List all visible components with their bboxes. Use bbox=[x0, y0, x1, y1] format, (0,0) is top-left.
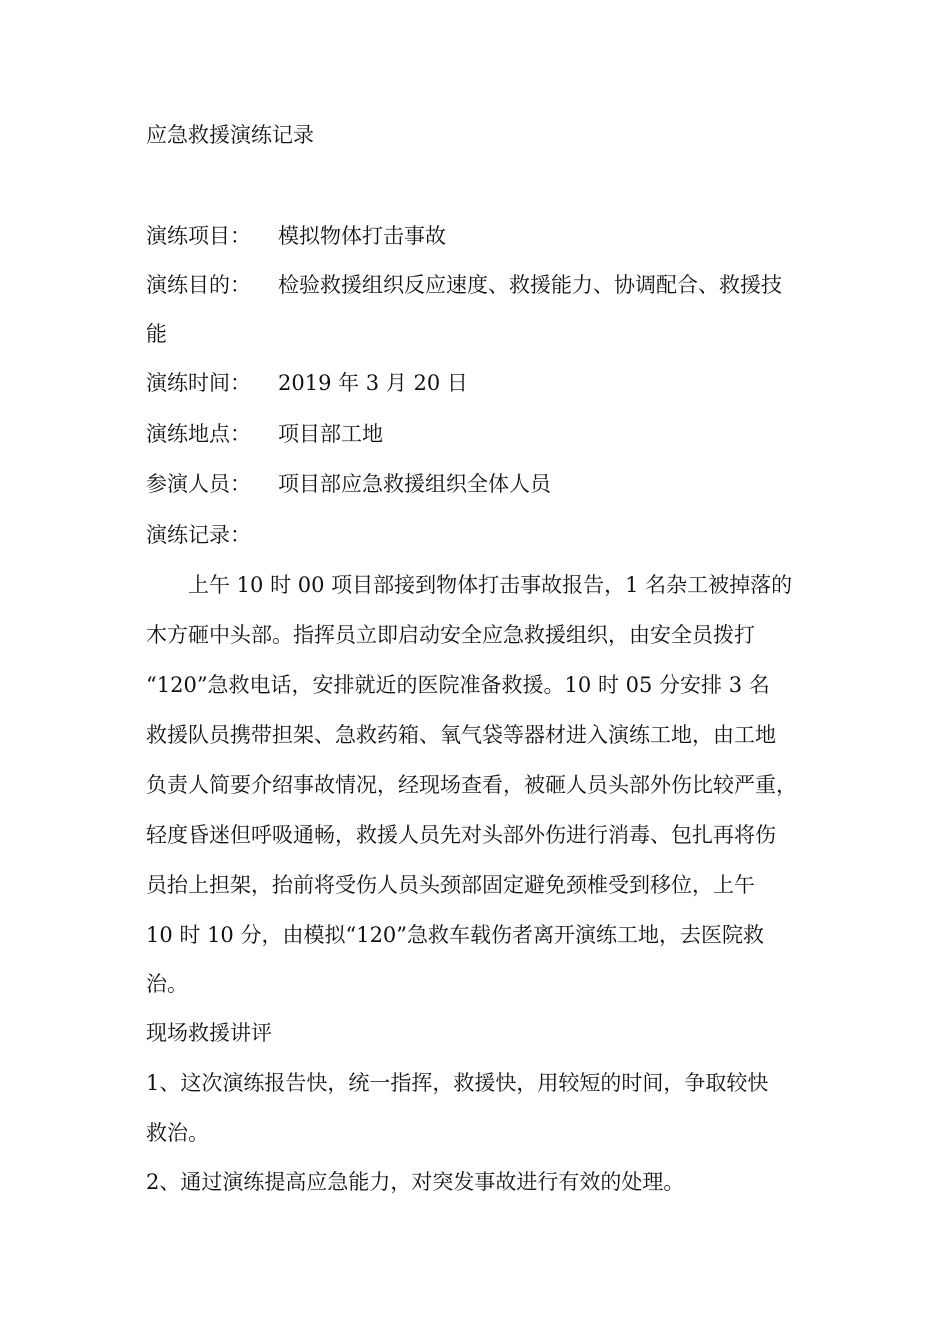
record-line: 上午 10 时 00 项目部接到物体打击事故报告，1 名杂工被掉落的 bbox=[188, 573, 793, 597]
project-label: 演练项目： bbox=[146, 224, 251, 248]
participants-label: 参演人员： bbox=[146, 472, 251, 496]
record-line: 治。 bbox=[146, 972, 188, 996]
review-item-1: 1、这次演练报告快，统一指挥，救援快，用较短的时间，争取较快 bbox=[146, 1071, 769, 1095]
purpose-label: 演练目的： bbox=[146, 273, 251, 297]
participants-value: 项目部应急救援组织全体人员 bbox=[278, 472, 551, 496]
purpose-value-line1: 检验救援组织反应速度、救援能力、协调配合、救援技 bbox=[278, 273, 782, 297]
project-value: 模拟物体打击事故 bbox=[278, 224, 446, 248]
record-line: 救援队员携带担架、急救药箱、氧气袋等器材进入演练工地，由工地 bbox=[146, 723, 776, 747]
record-line: 轻度昏迷但呼吸通畅，救援人员先对头部外伤进行消毒、包扎再将伤 bbox=[146, 823, 776, 847]
record-line: 负责人简要介绍事故情况，经现场查看，被砸人员头部外伤比较严重， bbox=[146, 773, 797, 797]
record-line: 10 时 10 分，由模拟“120”急救车载伤者离开演练工地，去医院救 bbox=[146, 923, 765, 947]
record-line: “120”急救电话，安排就近的医院准备救援。10 时 05 分安排 3 名 bbox=[146, 673, 770, 697]
purpose-value-line2: 能 bbox=[146, 322, 167, 346]
location-value: 项目部工地 bbox=[278, 422, 383, 446]
record-line: 木方砸中头部。指挥员立即启动安全应急救援组织，由安全员拨打 bbox=[146, 623, 755, 647]
document-title: 应急救援演练记录 bbox=[146, 123, 314, 147]
review-item-2: 2、通过演练提高应急能力，对突发事故进行有效的处理。 bbox=[146, 1170, 685, 1194]
review-item-1-cont: 救治。 bbox=[146, 1121, 209, 1145]
record-label: 演练记录： bbox=[146, 523, 251, 547]
review-heading: 现场救援讲评 bbox=[146, 1021, 272, 1045]
time-label: 演练时间： bbox=[146, 371, 251, 395]
location-label: 演练地点： bbox=[146, 422, 251, 446]
time-value: 2019 年 3 月 20 日 bbox=[278, 371, 468, 395]
record-line: 员抬上担架，抬前将受伤人员头颈部固定避免颈椎受到移位，上午 bbox=[146, 873, 755, 897]
